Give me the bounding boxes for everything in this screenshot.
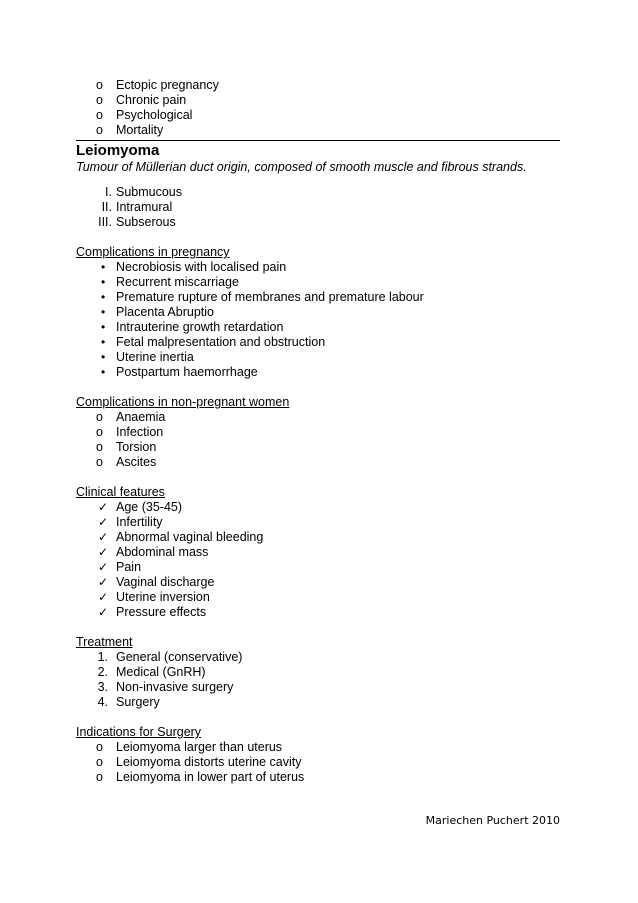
treatment-list [76,650,560,710]
check-icon: ✓ [98,515,109,529]
bullet-icon: • [101,290,106,304]
list-item: o Ascites [96,455,157,469]
circle-bullet-icon: o [96,78,103,92]
circle-bullet-icon: o [96,455,103,469]
list-item: ✓ Pressure effects [98,605,207,619]
list-item: ✓ Abdominal mass [98,545,209,559]
check-icon: ✓ [98,605,109,619]
list-item: • Fetal malpresentation and obstruction [101,335,326,349]
circle-bullet-icon: o [96,770,103,784]
list-item: 1. General (conservative) [97,650,243,664]
bullet-icon: • [101,365,106,379]
list-item: o Leiomyoma distorts uterine cavity [96,755,302,769]
section-title-treatment: Treatment [76,635,133,649]
circle-bullet-icon: o [96,755,103,769]
circle-bullet-icon: o [96,440,103,454]
top-list [76,78,560,138]
list-item: • Placenta Abruptio [101,305,214,319]
section-title-clinical: Clinical features [76,485,165,499]
section-title-pregnancy: Complications in pregnancy [76,245,230,259]
check-icon: ✓ [98,560,109,574]
section-title-surgery: Indications for Surgery [76,725,202,739]
non-pregnant-list [76,410,560,470]
list-item: ✓ Infertility [98,515,163,529]
list-item: II. Intramural [101,200,173,214]
definition: Tumour of Müllerian duct origin, composed of smooth muscle and fibrous strands. [76,160,527,174]
list-item: o Leiomyoma in lower part of uterus [96,770,305,784]
check-icon: ✓ [98,500,109,514]
clinical-list [76,500,560,620]
bullet-icon: • [101,350,106,364]
circle-bullet-icon: o [96,410,103,424]
check-icon: ✓ [98,545,109,559]
list-item: • Recurrent miscarriage [101,275,239,289]
list-item: o Infection [96,425,164,439]
page-title: Leiomyoma [76,142,160,159]
horizontal-divider [76,140,560,141]
bullet-icon: • [101,275,106,289]
list-item: ✓ Uterine inversion [98,590,210,604]
list-item: o Chronic pain [96,93,187,107]
check-icon: ✓ [98,530,109,544]
check-icon: ✓ [98,590,109,604]
document-page [76,78,560,785]
page-footer: Mariechen Puchert 2010 [425,814,560,827]
list-item: • Postpartum haemorrhage [101,365,258,379]
circle-bullet-icon: o [96,740,103,754]
pregnancy-list [76,260,560,380]
list-item: ✓ Vaginal discharge [98,575,215,589]
list-item: o Leiomyoma larger than uterus [96,740,283,754]
list-item: ✓ Age (35-45) [98,500,183,514]
circle-bullet-icon: o [96,425,103,439]
list-item: o Torsion [96,440,157,454]
bullet-icon: • [101,320,106,334]
list-item: 2. Medical (GnRH) [97,665,206,679]
list-item: • Intrauterine growth retardation [101,320,284,334]
list-item: o Mortality [96,123,164,137]
list-item: o Anaemia [96,410,166,424]
list-item: 3. Non-invasive surgery [97,680,234,694]
bullet-icon: • [101,260,106,274]
list-item: o Ectopic pregnancy [96,78,219,92]
list-item: • Necrobiosis with localised pain [101,260,287,274]
circle-bullet-icon: o [96,123,103,137]
list-item: • Premature rupture of membranes and premature labour [101,290,424,304]
types-list [76,185,560,230]
list-item: I. Submucous [105,185,183,199]
section-title-non-pregnant: Complications in non-pregnant women [76,395,290,409]
surgery-list [76,740,560,785]
circle-bullet-icon: o [96,93,103,107]
bullet-icon: • [101,335,106,349]
list-item: ✓ Pain [98,560,142,574]
bullet-icon: • [101,305,106,319]
list-item: • Uterine inertia [101,350,194,364]
list-item: 4. Surgery [97,695,160,709]
list-item: III. Subserous [98,215,176,229]
list-item: o Psychological [96,108,193,122]
check-icon: ✓ [98,575,109,589]
list-item: ✓ Abnormal vaginal bleeding [98,530,264,544]
circle-bullet-icon: o [96,108,103,122]
